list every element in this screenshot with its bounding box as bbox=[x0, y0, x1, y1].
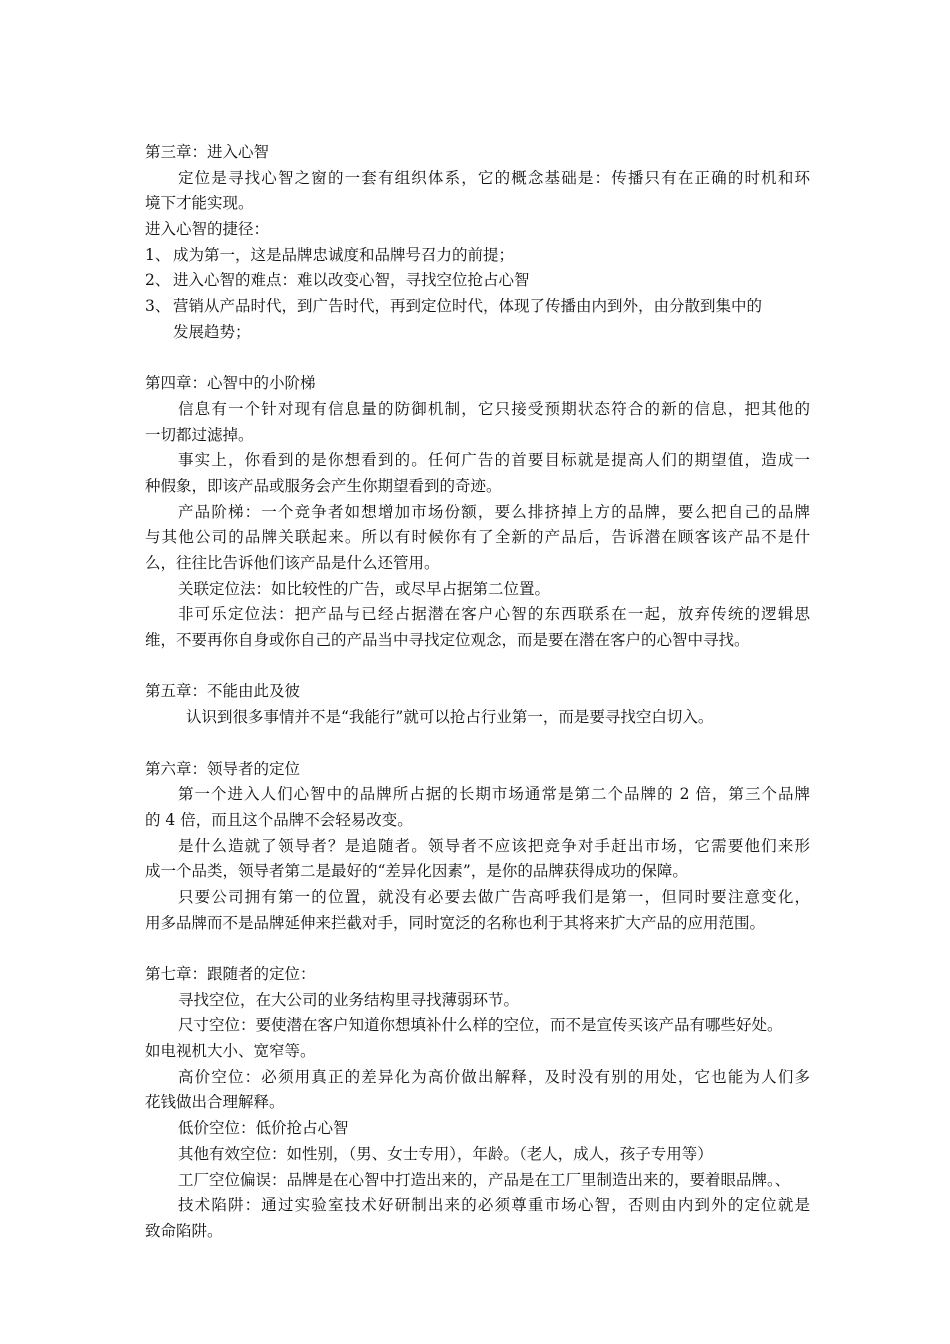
paragraph-line: 高价空位：必须用真正的差异化为高价做出解释，及时没有别的用处，它也能为人们多 bbox=[178, 1067, 810, 1086]
paragraph-line: 维，不要再你自身或你自己的产品当中寻找定位观念，而是要在潜在客户的心智中寻找。 bbox=[145, 631, 750, 650]
list-number: 1、 bbox=[145, 245, 171, 264]
paragraph-line: 的 4 倍，而且这个品牌不会轻易改变。 bbox=[145, 810, 413, 829]
paragraph-line: 成一个品类，领导者第二是最好的“差异化因素”，是你的品牌获得成功的保障。 bbox=[145, 862, 688, 881]
paragraph-line: 关联定位法：如比较性的广告，或尽早占据第二位置。 bbox=[178, 579, 551, 598]
paragraph-line: 境下才能实现。 bbox=[145, 194, 254, 213]
paragraph-line: 事实上，你看到的是你想看到的。任何广告的首要目标就是提高人们的期望值，造成一 bbox=[178, 451, 810, 470]
paragraph-line: 一切都过滤掉。 bbox=[145, 425, 254, 444]
blank-line bbox=[145, 731, 810, 757]
chapter-6-title: 第六章：领导者的定位 bbox=[145, 759, 301, 778]
paragraph-line: 产品阶梯：一个竞争者如想增加市场份额，要么排挤掉上方的品牌，要么把自己的品牌 bbox=[178, 502, 810, 521]
blank-line bbox=[145, 654, 810, 680]
paragraph-line: 么，往往比告诉他们该产品是什么还管用。 bbox=[145, 554, 440, 572]
paragraph-line: 与其他公司的品牌关联起来。所以有时候你有了全新的产品后，告诉潜在顾客该产品不是什 bbox=[145, 528, 810, 547]
chapter-4-title: 第四章：心智中的小阶梯 bbox=[145, 374, 316, 393]
paragraph-line: 认识到很多事情并不是“我能行”就可以抢占行业第一，而是要寻找空白切入。 bbox=[186, 708, 714, 727]
section-subtitle: 进入心智的捷径： bbox=[145, 220, 270, 239]
list-text: 成为第一，这是品牌忠诚度和品牌号召力的前提； bbox=[173, 245, 515, 264]
paragraph-line: 第一个进入人们心智中的品牌所占据的长期市场通常是第二个品牌的 2 倍，第三个品牌 bbox=[178, 785, 810, 804]
paragraph-line: 低价空位：低价抢占心智 bbox=[178, 1119, 349, 1138]
document-body bbox=[145, 140, 810, 1245]
paragraph-line: 其他有效空位：如性别，（男、女士专用），年龄。（老人，成人，孩子专用等） bbox=[178, 1144, 713, 1163]
list-item bbox=[145, 268, 810, 294]
list-text-continued: 发展趋势； bbox=[173, 322, 251, 341]
paragraph-line: 信息有一个针对现有信息量的防御机制，它只接受预期状态符合的新的信息，把其他的 bbox=[178, 399, 810, 418]
blank-line bbox=[145, 346, 810, 372]
paragraph-line: 寻找空位，在大公司的业务结构里寻找薄弱环节。 bbox=[178, 990, 520, 1009]
paragraph-line: 技术陷阱：通过实验室技术好研制出来的必须尊重市场心智，否则由内到外的定位就是 bbox=[178, 1196, 810, 1215]
paragraph-line: 种假象，即该产品或服务会产生你期望看到的奇迹。 bbox=[145, 476, 502, 495]
list-number: 2、 bbox=[145, 271, 171, 290]
chapter-7-title: 第七章：跟随者的定位： bbox=[145, 965, 316, 983]
list-text: 营销从产品时代，到广告时代，再到定位时代，体现了传播由内到外，由分散到集中的 bbox=[173, 297, 763, 316]
paragraph-line: 尺寸空位：要使潜在客户知道你想填补什么样的空位，而不是宣传买该产品有哪些好处。 bbox=[178, 1016, 783, 1035]
chapter-5-title: 第五章：不能由此及彼 bbox=[145, 682, 301, 701]
list-text: 进入心智的难点：难以改变心智，寻找空位抢占心智 bbox=[173, 271, 530, 290]
paragraph-line: 用多品牌而不是品牌延伸来拦截对手，同时宽泛的名称也利于其将来扩大产品的应用范围。 bbox=[145, 913, 766, 932]
paragraph-line: 定位是寻找心智之窗的一套有组织体系，它的概念基础是：传播只有在正确的时机和环 bbox=[178, 168, 810, 187]
chapter-3-title: 第三章：进入心智 bbox=[145, 143, 270, 161]
blank-line bbox=[145, 936, 810, 962]
paragraph-line: 致命陷阱。 bbox=[145, 1221, 223, 1240]
paragraph-line: 如电视机大小、宽窄等。 bbox=[145, 1042, 316, 1061]
paragraph-line: 是什么造就了领导者？是追随者。领导者不应该把竞争对手赶出市场，它需要他们来形 bbox=[178, 836, 810, 855]
paragraph-line: 工厂空位偏误：品牌是在心智中打造出来的，产品是在工厂里制造出来的，要着眼品牌。、 bbox=[178, 1170, 791, 1189]
list-item bbox=[145, 294, 810, 320]
paragraph-line: 花钱做出合理解释。 bbox=[145, 1093, 285, 1112]
list-number: 3、 bbox=[145, 297, 171, 316]
paragraph-line: 非可乐定位法：把产品与已经占据潜在客户心智的东西联系在一起，放弃传统的逻辑思 bbox=[178, 605, 810, 624]
paragraph-line: 只要公司拥有第一的位置，就没有必要去做广告高呼我们是第一，但同时要注意变化， bbox=[178, 887, 810, 906]
list-item bbox=[145, 243, 810, 269]
